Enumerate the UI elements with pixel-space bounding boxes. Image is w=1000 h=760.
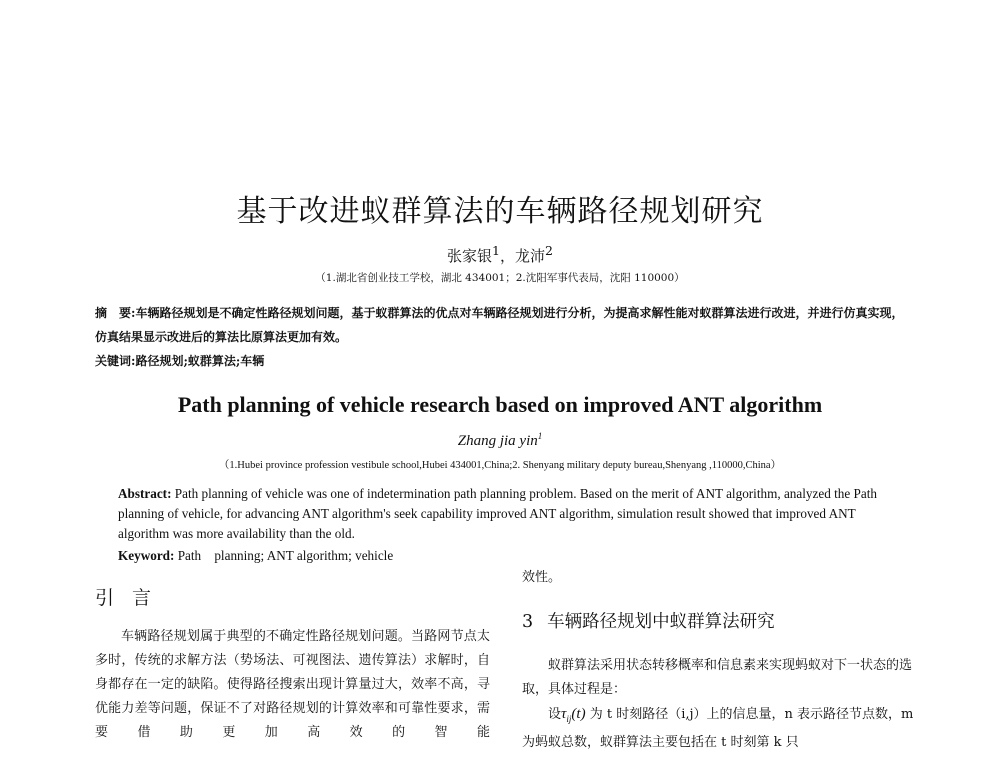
cn-abstract-label: 摘 要: [95,306,136,320]
en-keywords-label: Keyword: [118,548,175,563]
section-3-heading [522,608,775,633]
en-title: Path planning of vehicle research based on improved ANT algorithm [177,392,823,417]
en-author-name: Zhang jia yin [457,433,538,449]
cn-author-1: 张家银 [447,247,493,265]
tau-formula [561,706,586,722]
cn-keywords-text: 路径规划;蚁群算法;车辆 [135,354,265,368]
cn-affiliation: （1.湖北省创业技工学校，湖北 434001；2.沈阳军事代表局，沈阳 110000） [315,272,685,284]
en-abstract [118,484,892,544]
cn-author-2-sup: 2 [545,243,553,258]
section-3-number: 3 [522,612,534,632]
en-affiliation: （1.Hubei province profession vestibule school,Hubei 434001,China;2. Shenyang military deputy bureau,Shenyang ,110000,China） [218,460,782,471]
cn-author-2: 龙沛 [515,247,546,265]
tau-subscript: ij [566,714,572,724]
tau-argument: (t) [571,706,586,722]
section-3-title: 车辆路径规划中蚁群算法研究 [547,612,775,632]
intro-body [95,625,490,745]
section-3-paragraph-2 [522,702,914,755]
tau-symbol: τ [561,706,567,722]
en-abstract-label: Abstract: [118,486,172,501]
cn-title: 基于改进蚁群算法的车辆路径规划研究 [236,194,764,229]
cn-abstract-text: 车辆路径规划是不确定性路径规划问题，基于蚁群算法的优点对车辆路径规划进行分析，为提高求解性能对蚁群算法进行改进，并进行仿真实现，仿真结果显示改进后的算法比原算法更加有效。 [95,306,904,344]
cn-authors [0,243,1000,266]
para2-prefix: 设 [548,707,562,722]
cn-abstract [95,301,905,349]
en-author-sup: 1 [537,431,543,441]
en-keywords-text: Path planning; ANT algorithm; vehicle [174,548,394,563]
section-3-paragraph-1: 蚁群算法采用状态转移概率和信息素来实现蚂蚁对下一状态的选取，具体过程是： [522,658,913,697]
cn-keywords-label: 关键词: [95,354,136,368]
cn-author-1-sup: 1 [492,243,500,258]
intro-paragraph: 车辆路径规划属于典型的不确定性路径规划问题。当路网节点太多时，传统的求解方法（势场法、可视图法、遗传算法）求解时，自身都存在一定的缺陷。使得路径搜索出现计算量过大，效率不高，寻优能力差等问题，保证不了对路径规划的计算效率和可靠性要求，需要借助更加高效的智能 [95,629,490,740]
cn-author-separator: ， [499,247,515,265]
cn-keywords [95,352,905,369]
section-3-body [522,654,914,755]
en-keywords [118,545,892,564]
en-author [0,431,1000,450]
en-abstract-text: Path planning of vehicle was one of indetermination path planning problem. Based on the merit of ANT algorithm, analyzed the Path planning of vehicle, for advancing ANT algorithm's seek capability improved ANT algorithm, simulation result showed that improved ANT algorithm was more availability than the old. [118,486,877,541]
right-continuation: 效性。 [522,570,562,585]
intro-heading: 引 言 [95,587,158,609]
para2-suffix: 为 t 时刻路径（i,j）上的信息量，n 表示路径节点数，m 为蚂蚁总数，蚁群算法主要包括在 t 时刻第 k 只 [522,707,914,750]
